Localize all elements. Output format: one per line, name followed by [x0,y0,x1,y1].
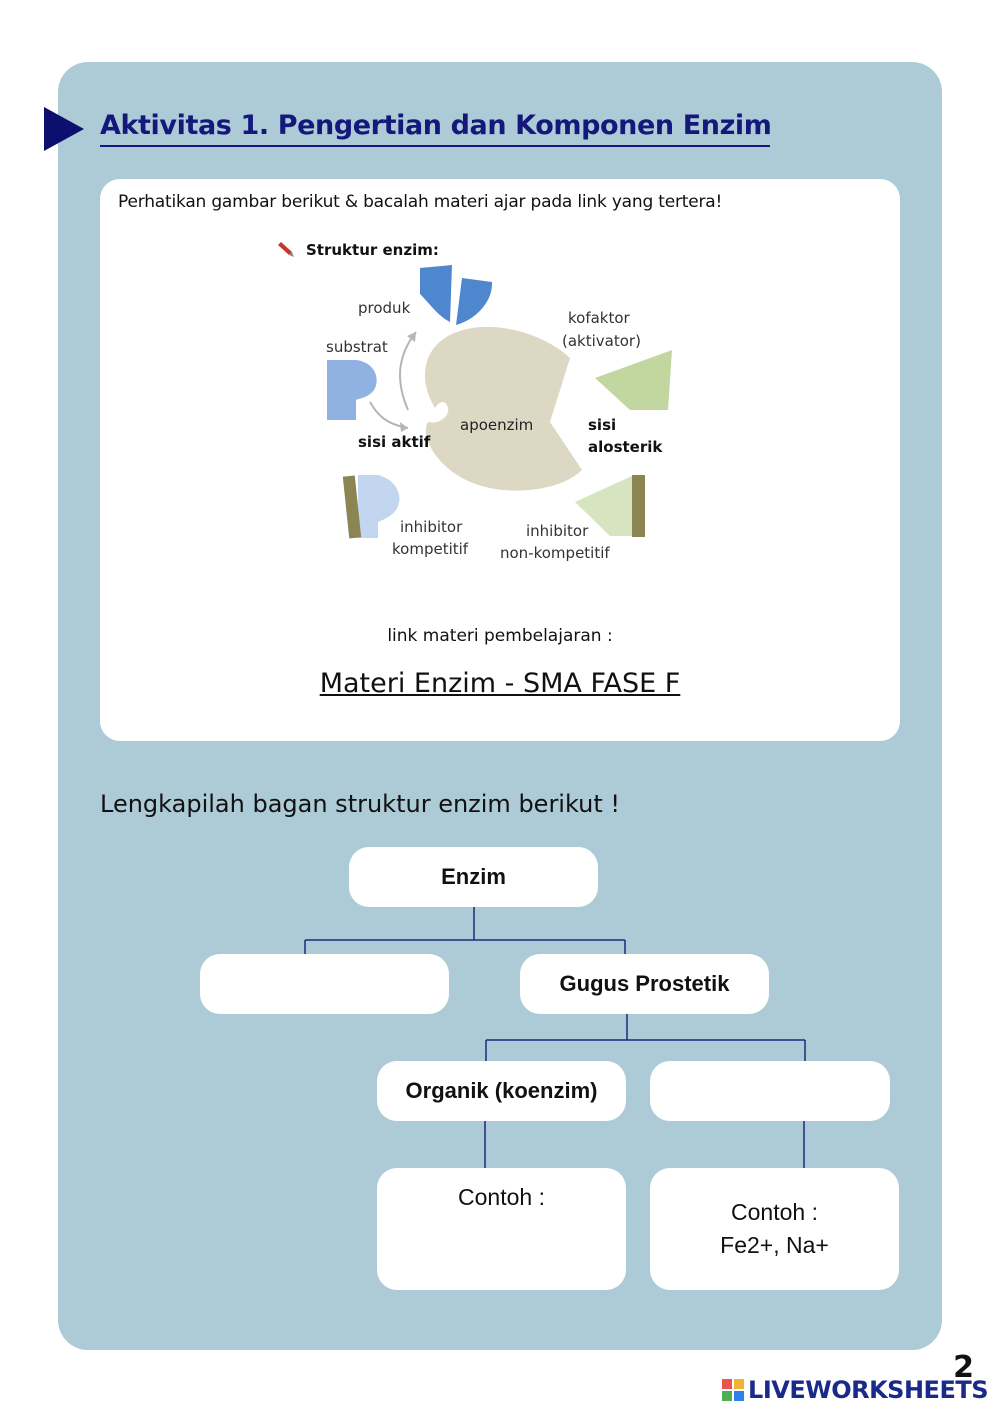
diagram-heading: Struktur enzim: [306,241,439,259]
logo-blocks-icon [722,1379,744,1401]
node-gugus-prostetik: Gugus Prostetik [520,954,769,1014]
kofaktor-label-2: (aktivator) [562,332,641,350]
example-right-label: Contoh : [731,1199,818,1225]
inhibitor-nonkompetitif-label-2: non-kompetitif [500,544,610,562]
inhibitor-kompetitif-label-1: inhibitor [400,518,463,536]
materi-link[interactable]: Materi Enzim - SMA FASE F [319,668,681,699]
instruction-text: Perhatikan gambar berikut & bacalah materi ajar pada link yang tertera! [118,192,723,212]
example-box-organik[interactable] [377,1168,626,1290]
node-blank-apoenzim-input[interactable] [200,954,449,1014]
produk-label: produk [358,299,411,317]
example-right-values: Fe2+, Na+ [720,1232,829,1258]
inhibitor-nonkompetitif-label-1: inhibitor [526,522,589,540]
activity-title: Aktivitas 1. Pengertian dan Komponen Enzim [100,110,772,141]
task-prompt: Lengkapilah bagan struktur enzim berikut ! [100,790,621,818]
apoenzim-label: apoenzim [460,416,534,434]
example-box-anorganik [650,1168,899,1290]
substrat-label: substrat [326,338,388,356]
node-organik: Organik (koenzim) [377,1061,626,1121]
inhibitor-kompetitif-label-2: kompetitif [392,540,469,558]
liveworksheets-logo [722,1376,988,1404]
kofaktor-label-1: kofaktor [568,309,630,327]
sisi-alosterik-label-2: alosterik [588,438,663,456]
sisi-aktif-label: sisi aktif [358,433,431,451]
logo-text: LIVEWORKSHEETS [748,1376,988,1404]
link-caption: link materi pembelajaran : [387,626,613,646]
node-enzim: Enzim [349,847,598,907]
node-blank-anorganik-input[interactable] [650,1061,890,1121]
example-left-label: Contoh : [458,1184,545,1210]
page-number: 2 [953,1350,974,1385]
sisi-alosterik-label-1: sisi [588,416,617,434]
